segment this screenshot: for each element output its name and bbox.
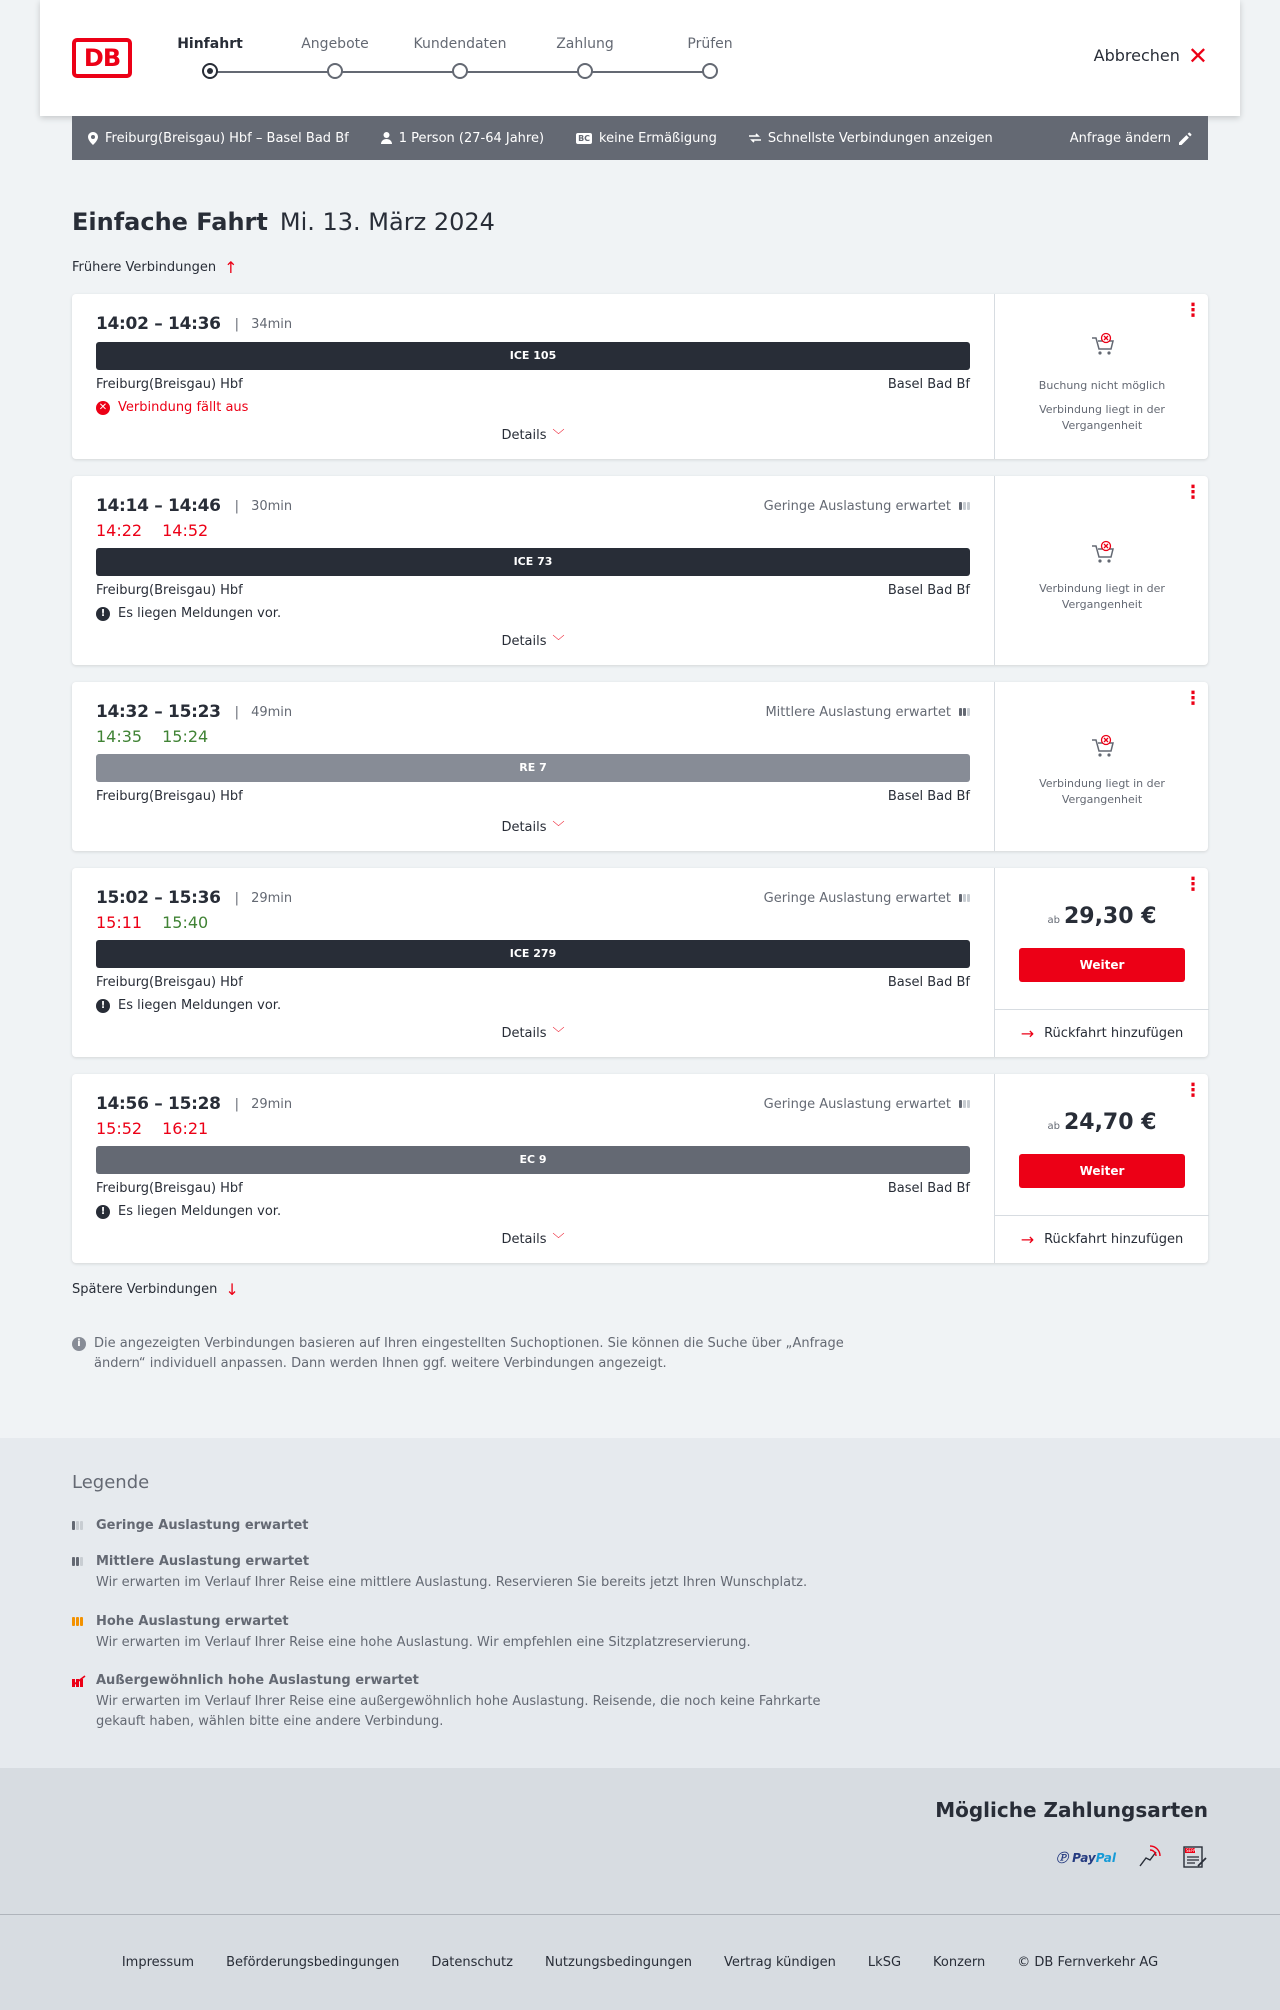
occupancy-medium-icon: [959, 708, 970, 716]
duration: 29min: [251, 1096, 293, 1112]
time-row: [96, 700, 970, 724]
booking-panel: [994, 294, 1208, 459]
legend-head: [72, 1518, 892, 1533]
realtime-arrival: 15:24: [162, 726, 209, 746]
booking-unavailable-title: Buchung nicht möglich: [1038, 379, 1166, 392]
legend-section: [0, 1438, 1280, 1768]
price-value: 24,70 €: [1063, 1110, 1157, 1135]
payment-icons: [1056, 1844, 1208, 1870]
edit-request-label: Anfrage ändern: [1069, 130, 1171, 146]
step-zahlung: [515, 30, 655, 79]
price: [995, 1110, 1209, 1135]
step-dot: [452, 63, 468, 79]
cancel-label: Abbrechen: [1093, 46, 1180, 65]
footer-link-befoerderungsbedingungen[interactable]: Beförderungsbedingungen: [226, 1955, 400, 1970]
details-toggle[interactable]: [72, 818, 994, 835]
legend-item-title: Hohe Auslastung erwartet: [96, 1614, 289, 1629]
legend-head: [72, 1673, 892, 1688]
time-row: [96, 494, 970, 518]
arrival-station: Basel Bad Bf: [887, 377, 970, 392]
realtime-arrival: 14:52: [162, 520, 209, 540]
planned-times: 14:32 – 15:23: [96, 702, 221, 722]
arrival-station: Basel Bad Bf: [887, 583, 970, 598]
duration: 29min: [251, 890, 293, 906]
header: [40, 0, 1240, 116]
separator: |: [234, 316, 240, 332]
legend-item-desc: Wir erwarten im Verlauf Ihrer Reise eine hohe Auslastung. Wir empfehlen eine Sitzplatzreservierung.: [96, 1635, 751, 1650]
paypal-word-b: Pal: [1095, 1850, 1116, 1865]
fastest-text: Schnellste Verbindungen anzeigen: [767, 130, 993, 146]
more-options-icon[interactable]: ⋮: [1184, 300, 1202, 321]
booking-panel: [994, 476, 1208, 665]
planned-times: 14:56 – 15:28: [96, 1094, 221, 1114]
continue-button[interactable]: Weiter: [1019, 948, 1185, 982]
legend-item-title: Geringe Auslastung erwartet: [96, 1518, 309, 1533]
more-options-icon[interactable]: ⋮: [1184, 1080, 1202, 1101]
occupancy-high-icon: [72, 1617, 86, 1626]
fastest-info: [749, 131, 993, 146]
more-options-icon[interactable]: ⋮: [1184, 688, 1202, 709]
arrow-right-icon: →: [1020, 1024, 1035, 1043]
more-options-icon[interactable]: ⋮: [1184, 874, 1202, 895]
stations: [96, 789, 970, 804]
separator: |: [234, 704, 240, 720]
details-toggle[interactable]: [72, 1024, 994, 1041]
footer: [0, 1914, 1280, 2010]
occupancy-text: Geringe Auslastung erwartet: [763, 1096, 951, 1112]
chevron-down-icon: ﹀: [552, 1026, 565, 1040]
connection-card: [72, 294, 1208, 459]
cancel-circle-icon: ✕: [96, 401, 110, 415]
footer-link-datenschutz[interactable]: Datenschutz: [431, 1955, 513, 1970]
step-dot-active: [202, 63, 218, 79]
footnote-text: Die angezeigten Verbindungen basieren auf Ihren eingestellten Suchoptionen. Sie können die Suche über „Anfrage ändern“ individuell anpassen. Dann werden Ihnen ggf. weitere Verbindungen angezeigt.: [94, 1336, 844, 1371]
arrow-down-icon: ↓: [225, 1280, 239, 1299]
realtime-departure: 14:35: [96, 726, 143, 746]
add-return-trip-link[interactable]: [995, 1215, 1209, 1263]
separator: |: [234, 890, 240, 906]
close-icon: ✕: [1187, 41, 1208, 70]
realtime-departure: 15:11: [96, 912, 143, 932]
step-label: Angebote: [301, 36, 369, 52]
persons-info: [381, 131, 544, 146]
alert-icon: !: [96, 607, 110, 621]
booking-panel: [994, 682, 1208, 851]
return-label: Rückfahrt hinzufügen: [1044, 1026, 1184, 1041]
arrow-right-icon: →: [1020, 1230, 1035, 1249]
details-label: Details: [501, 428, 547, 443]
legend-item-high: [72, 1614, 892, 1653]
stations: [96, 1181, 970, 1196]
details-toggle[interactable]: [72, 426, 994, 443]
notice-text: Es liegen Meldungen vor.: [118, 998, 282, 1013]
notice-text: Es liegen Meldungen vor.: [118, 606, 282, 621]
departure-station: Freiburg(Breisgau) Hbf: [96, 975, 243, 990]
route-info: [88, 131, 349, 146]
arrival-station: Basel Bad Bf: [887, 975, 970, 990]
details-label: Details: [501, 820, 547, 835]
return-label: Rückfahrt hinzufügen: [1044, 1232, 1184, 1247]
past-connection-msg: Verbindung liegt in der Vergangenheit: [1039, 777, 1165, 806]
alert-icon: !: [96, 1205, 110, 1219]
trip-type: Einfache Fahrt: [72, 208, 268, 236]
later-label: Spätere Verbindungen: [72, 1282, 218, 1297]
details-label: Details: [501, 1232, 547, 1247]
occupancy-low-icon: [959, 894, 970, 902]
stations: [96, 583, 970, 598]
occupancy-info: [764, 499, 970, 514]
step-dot: [327, 63, 343, 79]
footer-link-lksg[interactable]: LkSG: [867, 1955, 902, 1970]
duration: 30min: [251, 498, 293, 514]
trip-date: Mi. 13. März 2024: [279, 208, 495, 236]
duration: 34min: [251, 316, 293, 332]
occupancy-info: [764, 1097, 970, 1112]
progress-stepper: [177, 30, 780, 90]
legend-head: [72, 1614, 892, 1629]
messages-notice: [96, 606, 970, 621]
price-prefix: ab: [1047, 915, 1060, 926]
time-row: [96, 312, 970, 336]
credit-card-contactless-icon: [1136, 1844, 1162, 1870]
legend-title: Legende: [72, 1472, 150, 1493]
price-value: 29,30 €: [1063, 904, 1157, 929]
step-hinfahrt: [140, 30, 280, 79]
db-logo[interactable]: DB: [72, 38, 132, 78]
cart-unavailable-icon: [1090, 734, 1116, 760]
cart-unavailable-icon: [1090, 332, 1116, 358]
earlier-connections-link[interactable]: [72, 258, 238, 277]
occupancy-low-icon: [72, 1521, 86, 1530]
discount-info: [576, 131, 717, 146]
occupancy-exceptional-icon: [72, 1675, 86, 1687]
stations: [96, 975, 970, 990]
step-dot: [577, 63, 593, 79]
train-bar: ICE 73: [96, 548, 970, 576]
realtime-departure: 15:52: [96, 1118, 143, 1138]
step-pruefen: [640, 30, 780, 79]
departure-station: Freiburg(Breisgau) Hbf: [96, 377, 243, 392]
time-row: [96, 1092, 970, 1116]
legend-item-desc: Wir erwarten im Verlauf Ihrer Reise eine mittlere Auslastung. Reservieren Sie bereits jetzt Ihren Wunschplatz.: [96, 1575, 808, 1590]
discount-text: keine Ermäßigung: [599, 130, 717, 146]
sepa-label: SEPA: [1186, 1848, 1196, 1853]
realtime-row: [96, 724, 970, 748]
sepa-direct-debit-icon: [1182, 1844, 1208, 1870]
train-bar: ICE 279: [96, 940, 970, 968]
connection-card: [72, 1074, 1208, 1263]
step-kundendaten: [390, 30, 530, 79]
page-title: [72, 208, 495, 236]
notice-text: Es liegen Meldungen vor.: [118, 1204, 282, 1219]
chevron-down-icon: ﹀: [552, 428, 565, 442]
separator: |: [234, 1096, 240, 1112]
continue-button[interactable]: Weiter: [1019, 1154, 1185, 1188]
legend-item-title: Außergewöhnlich hohe Auslastung erwartet: [96, 1673, 419, 1688]
realtime-departure: 14:22: [96, 520, 143, 540]
alert-icon: !: [96, 999, 110, 1013]
arrival-station: Basel Bad Bf: [887, 789, 970, 804]
details-label: Details: [501, 634, 547, 649]
booking-panel: [994, 1074, 1208, 1263]
occupancy-info: [765, 705, 970, 720]
footer-link-konzern[interactable]: Konzern: [933, 1955, 986, 1970]
occupancy-low-icon: [959, 1100, 970, 1108]
legend-item-title: Mittlere Auslastung erwartet: [96, 1554, 310, 1569]
chevron-down-icon: ﹀: [552, 820, 565, 834]
occupancy-medium-icon: [72, 1557, 86, 1566]
more-options-icon[interactable]: ⋮: [1184, 482, 1202, 503]
past-connection-msg: Verbindung liegt in der Vergangenheit: [1039, 403, 1165, 432]
legend-head: [72, 1554, 892, 1569]
price-prefix: ab: [1047, 1121, 1060, 1132]
connection-card: [72, 476, 1208, 665]
notice-text: Verbindung fällt aus: [118, 400, 249, 415]
persons-text: 1 Person (27-64 Jahre): [398, 130, 545, 146]
chevron-down-icon: ﹀: [552, 634, 565, 648]
payment-methods-section: [0, 1768, 1280, 1914]
swap-arrows-icon: [749, 133, 761, 143]
booking-panel: [994, 868, 1208, 1057]
departure-station: Freiburg(Breisgau) Hbf: [96, 1181, 243, 1196]
planned-times: 15:02 – 15:36: [96, 888, 221, 908]
realtime-row: [96, 910, 970, 934]
location-pin-icon: [88, 132, 98, 145]
legend-item-low: [72, 1518, 892, 1533]
past-connection-msg: Verbindung liegt in der Vergangenheit: [1039, 582, 1165, 611]
realtime-row: [96, 518, 970, 542]
paypal-icon: Ⓟ PayPal: [1055, 1850, 1116, 1865]
connection-card: [72, 868, 1208, 1057]
separator: |: [234, 498, 240, 514]
details-toggle[interactable]: [72, 1230, 994, 1247]
messages-notice: [96, 1204, 970, 1219]
earlier-label: Frühere Verbindungen: [72, 260, 217, 275]
train-bar: ICE 105: [96, 342, 970, 370]
pencil-icon: [1179, 132, 1192, 145]
messages-notice: [96, 998, 970, 1013]
planned-times: 14:02 – 14:36: [96, 314, 221, 334]
chevron-down-icon: ﹀: [552, 1232, 565, 1246]
time-row: [96, 886, 970, 910]
details-toggle[interactable]: [72, 632, 994, 649]
stations: [96, 377, 970, 392]
footer-link-impressum[interactable]: Impressum: [121, 1955, 195, 1970]
departure-station: Freiburg(Breisgau) Hbf: [96, 789, 243, 804]
occupancy-text: Geringe Auslastung erwartet: [763, 890, 951, 906]
train-bar: EC 9: [96, 1146, 970, 1174]
step-label: Prüfen: [687, 36, 733, 52]
step-dot: [702, 63, 718, 79]
cancellation-notice: [96, 400, 970, 415]
arrow-up-icon: ↑: [224, 258, 238, 277]
occupancy-text: Mittlere Auslastung erwartet: [765, 704, 951, 720]
departure-station: Freiburg(Breisgau) Hbf: [96, 583, 243, 598]
legend-item-desc: Wir erwarten im Verlauf Ihrer Reise eine außergewöhnlich hohe Auslastung. Reisende, die noch keine Fahrkarte gekauft haben, wählen bitte eine andere Verbindung.: [96, 1694, 821, 1729]
details-label: Details: [501, 1026, 547, 1041]
step-label: Kundendaten: [413, 36, 507, 52]
realtime-row: [96, 1116, 970, 1140]
step-label: Zahlung: [556, 36, 614, 52]
connection-card: [72, 682, 1208, 851]
cancel-button[interactable]: [1093, 41, 1208, 70]
occupancy-text: Geringe Auslastung erwartet: [763, 498, 951, 514]
price: [995, 904, 1209, 929]
footer-link-nutzungsbedingungen[interactable]: Nutzungsbedingungen: [544, 1955, 692, 1970]
search-options-note: [72, 1334, 852, 1374]
planned-times: 14:14 – 14:46: [96, 496, 221, 516]
footer-copyright: © DB Fernverkehr AG: [1017, 1955, 1159, 1970]
legend-item-exceptional: [72, 1673, 892, 1732]
realtime-arrival: 15:40: [162, 912, 209, 932]
legend-item-medium: [72, 1554, 892, 1593]
occupancy-info: [764, 891, 970, 906]
bahncard-icon: BC: [578, 133, 591, 143]
footer-link-vertrag-kuendigen[interactable]: Vertrag kündigen: [723, 1955, 836, 1970]
paypal-word-a: Pay: [1072, 1850, 1096, 1865]
occupancy-low-icon: [959, 502, 970, 510]
payment-title: Mögliche Zahlungsarten: [935, 1798, 1208, 1822]
step-label: Hinfahrt: [177, 36, 243, 52]
person-icon: [381, 132, 392, 144]
train-bar: RE 7: [96, 754, 970, 782]
realtime-arrival: 16:21: [162, 1118, 209, 1138]
info-icon: i: [72, 1337, 86, 1351]
route-text: Freiburg(Breisgau) Hbf – Basel Bad Bf: [105, 130, 349, 146]
add-return-trip-link[interactable]: [995, 1009, 1209, 1057]
edit-request-button[interactable]: [1070, 131, 1192, 146]
step-angebote: [265, 30, 405, 79]
duration: 49min: [251, 704, 293, 720]
later-connections-link[interactable]: [72, 1280, 239, 1299]
cart-unavailable-icon: [1090, 540, 1116, 566]
search-summary-bar: [72, 116, 1208, 160]
arrival-station: Basel Bad Bf: [887, 1181, 970, 1196]
